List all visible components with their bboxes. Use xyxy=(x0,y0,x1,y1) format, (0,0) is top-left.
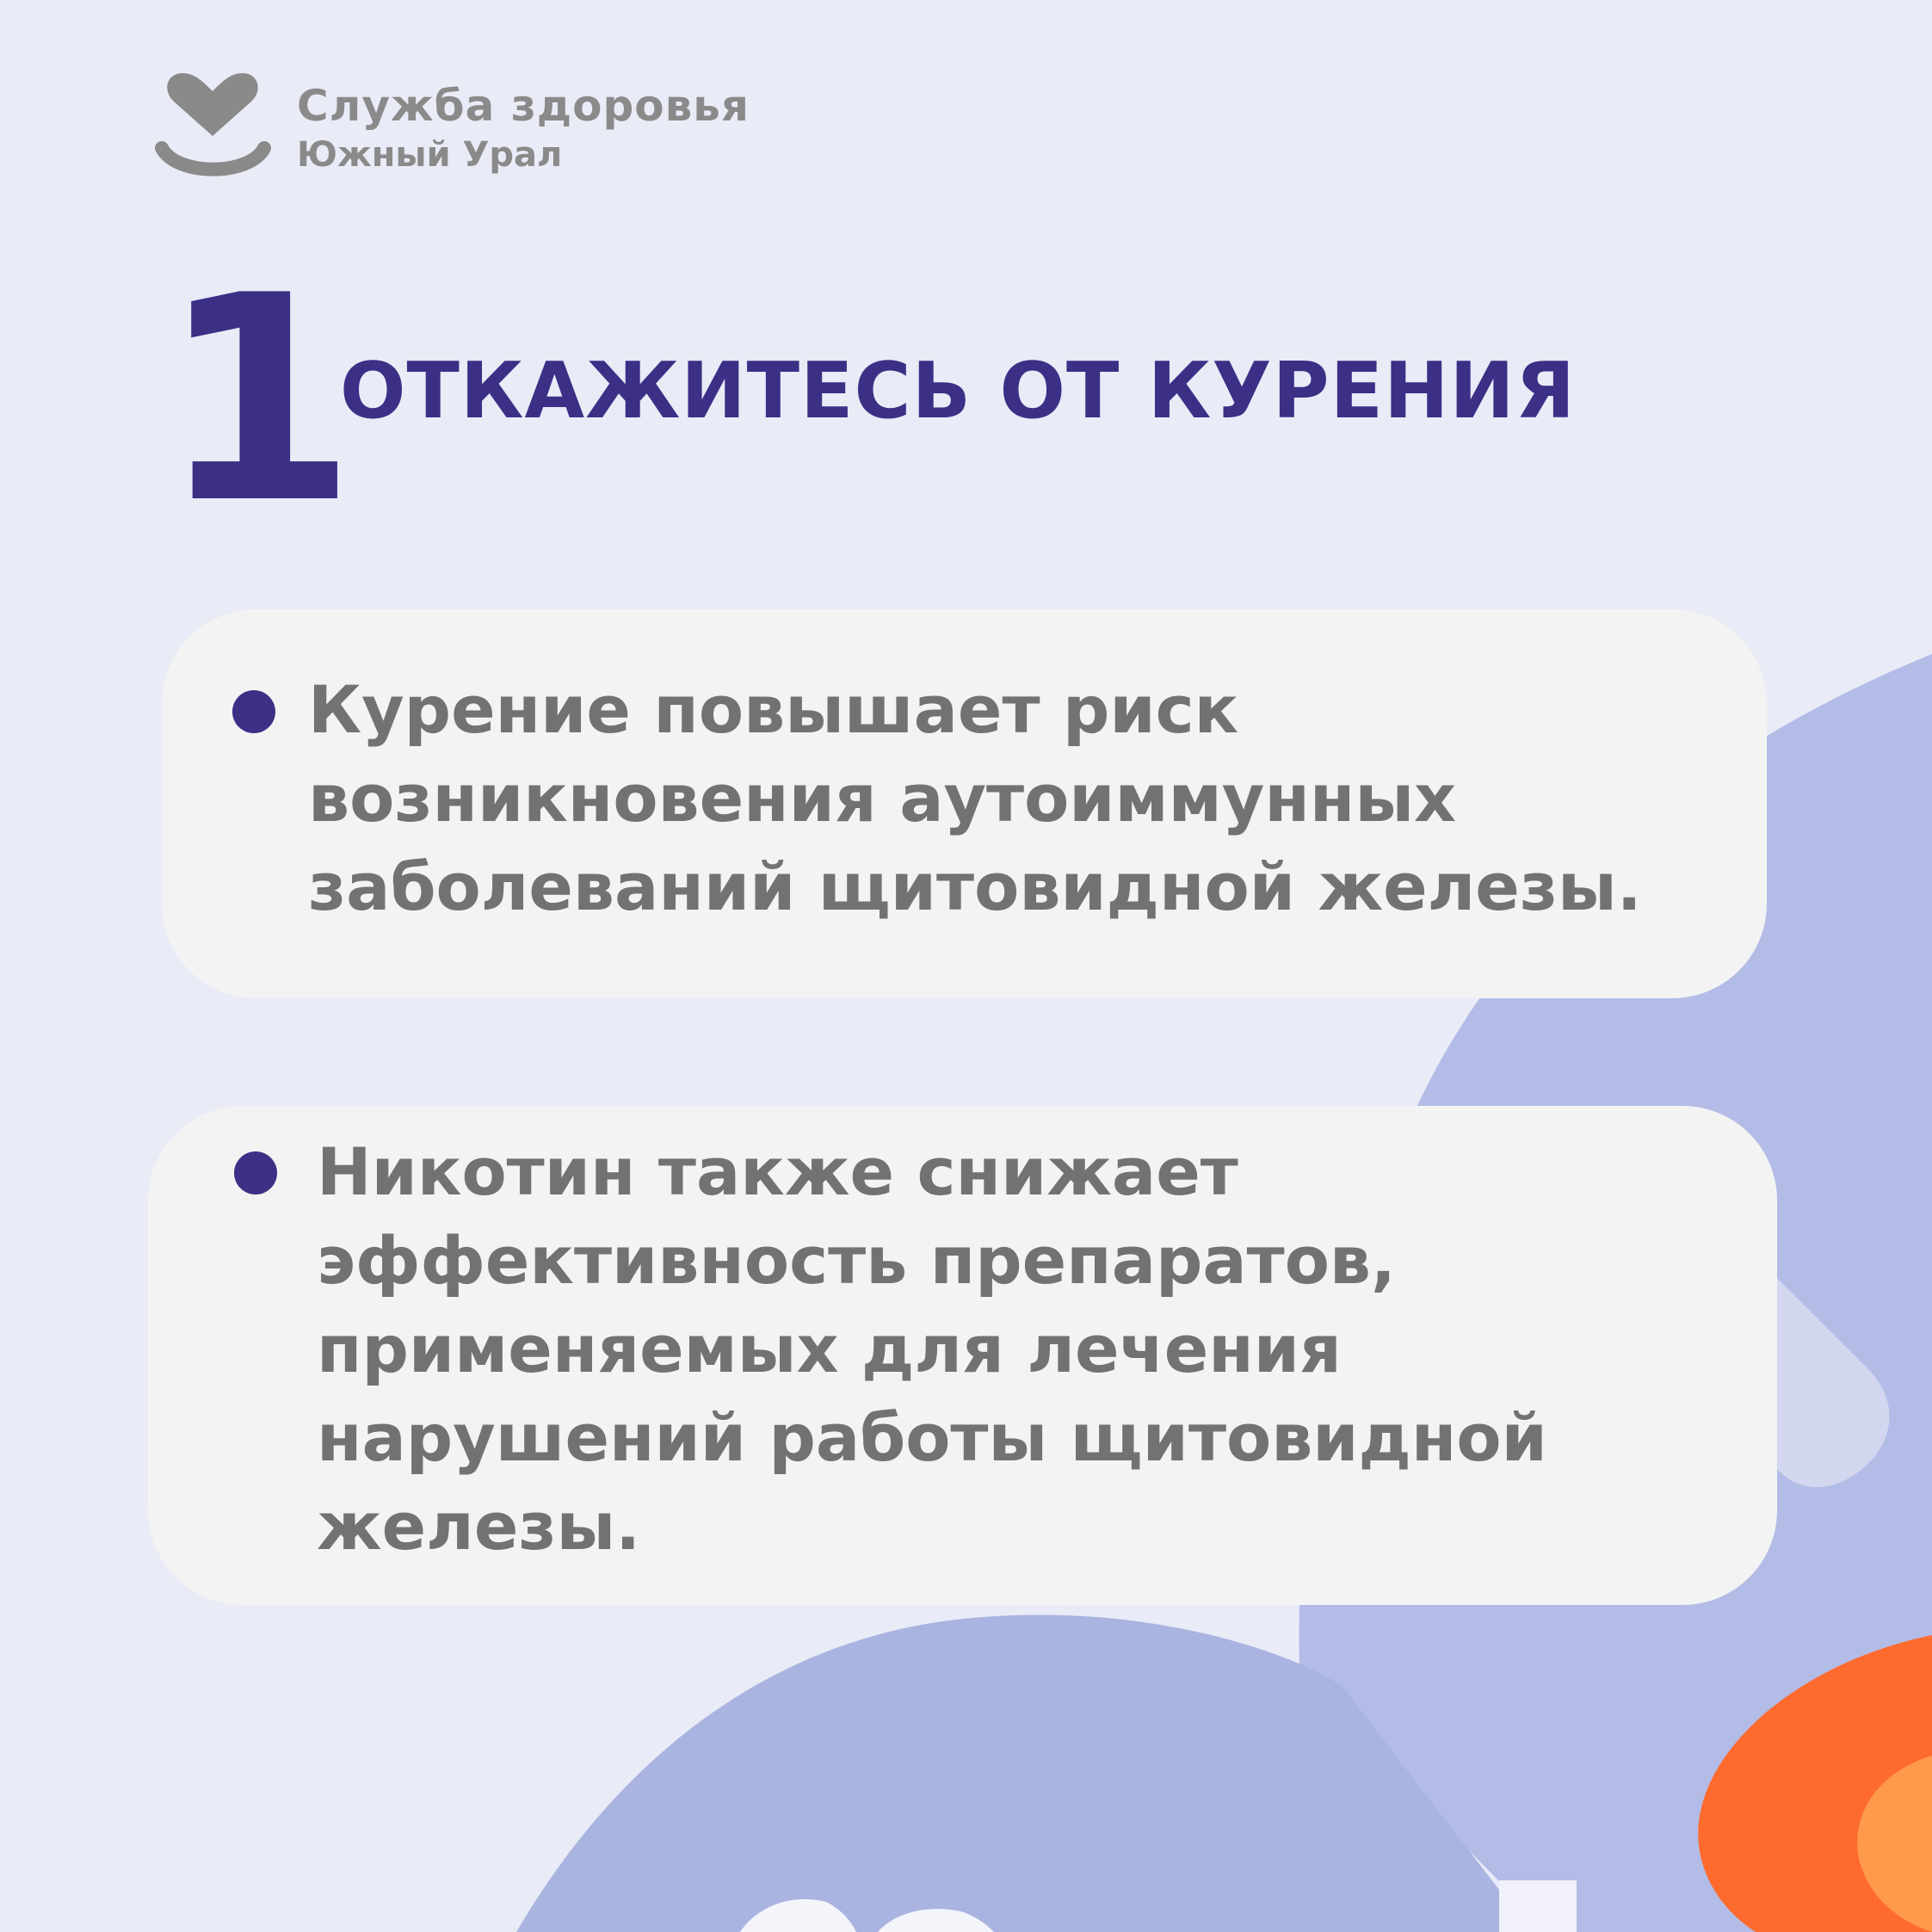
bullet-dot-icon xyxy=(232,690,275,733)
bullet-dot-icon xyxy=(234,1151,277,1194)
logo-line-1: Служба здоровья xyxy=(297,81,750,131)
logo-line-2: Южный Урал xyxy=(297,135,563,175)
step-number: 1 xyxy=(159,235,357,565)
text-line: Курение повышает риск xyxy=(308,671,1239,748)
logo xyxy=(155,69,775,198)
text-line: нарушений работы щитовидной xyxy=(317,1399,1547,1476)
white-bar xyxy=(1499,1880,1577,1932)
text-line: железы. xyxy=(317,1488,641,1565)
page-title: ОТКАЖИТЕСЬ ОТ КУРЕНИЯ xyxy=(340,346,1577,436)
heart-smile-logo-icon xyxy=(155,69,271,189)
info-card-1 xyxy=(162,609,1767,998)
info-card-text xyxy=(308,665,1762,931)
text-line: применяемых для лечения xyxy=(317,1311,1342,1387)
logo-text xyxy=(297,79,750,177)
text-line: возникновения аутоиммунных xyxy=(308,760,1457,836)
info-card-text xyxy=(317,1127,1771,1571)
info-card-2 xyxy=(148,1106,1777,1605)
text-line: Никотин также снижает xyxy=(317,1133,1238,1210)
text-line: эффективность препаратов, xyxy=(317,1222,1396,1299)
text-line: заболеваний щитовидной железы. xyxy=(308,849,1642,925)
